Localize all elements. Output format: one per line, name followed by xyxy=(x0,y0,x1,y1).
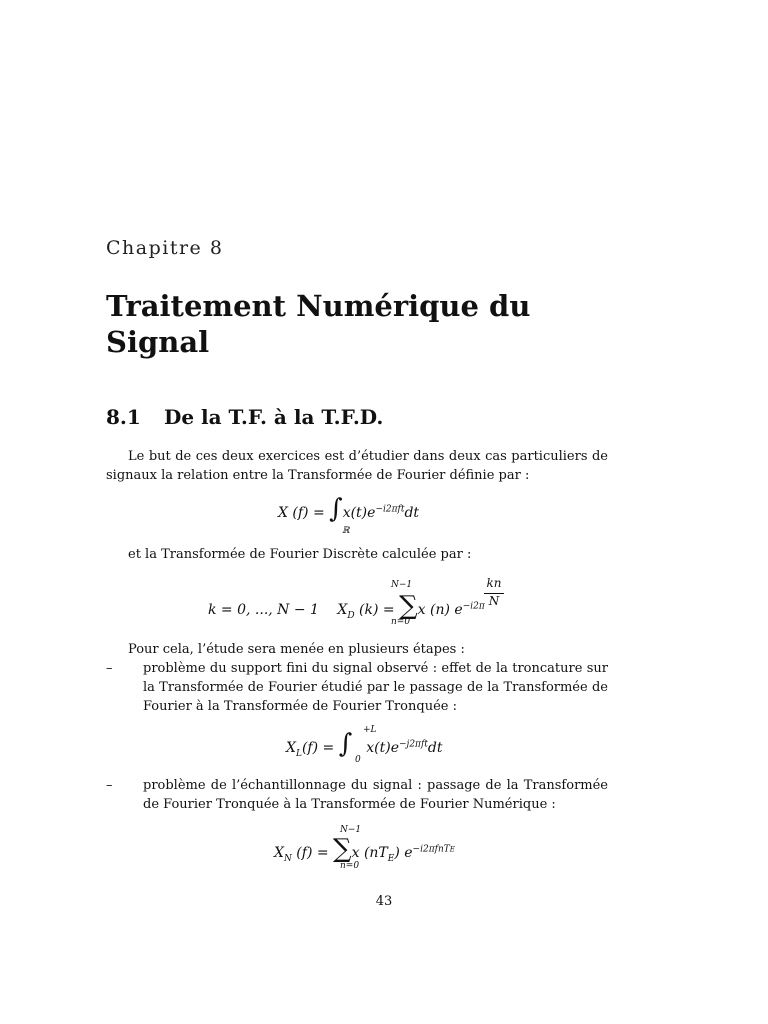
eq-tft-upper-limit: +L xyxy=(363,725,377,735)
eq-tfn-exponent: −i2πfnT xyxy=(412,844,450,855)
eq-tft-lhs-sub: L xyxy=(295,748,302,759)
chapter-label: Chapitre 8 xyxy=(106,237,224,259)
eq-tfn-lhs-rest: (f) = xyxy=(291,845,334,861)
list-item-text: problème de l’échantillonnage du signal : passage de la Transformée de Fourier Tronquée à la Transformée de Fourier Numérique : xyxy=(143,778,608,812)
section-number: 8.1 xyxy=(106,405,141,429)
eq-tf-lhs: X (f) = xyxy=(278,505,330,521)
equation-tf xyxy=(278,494,420,536)
eq-tft-integral: ∫ xyxy=(338,729,353,759)
section-title: De la T.F. à la T.F.D. xyxy=(164,405,384,429)
eq-tfn-lower-limit: n=0 xyxy=(340,861,360,871)
intro-paragraph: Le but de ces deux exercices est d’étudier dans deux cas particuliers de signaux la relation entre la Transformée de Fourier définie par : xyxy=(106,449,608,483)
list-item-dash: – xyxy=(106,778,113,793)
equation-tft xyxy=(286,725,443,765)
eq-tf-lower-limit: ℝ xyxy=(342,526,350,536)
eq-tfd-lhs-sub: D xyxy=(347,610,355,621)
steps-intro-paragraph: Pour cela, l’étude sera menée en plusieurs étapes : xyxy=(128,642,465,657)
eq-tfd-lower-limit: n=0 xyxy=(391,617,411,627)
eq-tfd-upper-limit: N−1 xyxy=(391,580,413,590)
list-item-text: problème du support fini du signal observé : effet de la troncature sur la Transformée de Fourier étudié par le passage de la Transformée de Fourier à la Transformée de Fourier Tronquée : xyxy=(143,661,608,714)
eq-tft-lhs-x: X xyxy=(286,740,296,756)
eq-tfd-frac-num: kn xyxy=(486,576,502,590)
eq-tfn-body: x (nT xyxy=(351,845,388,861)
eq-tfd-sigma: ∑ xyxy=(399,591,418,621)
eq-tfn-body-sub: E xyxy=(387,853,395,864)
list-item xyxy=(106,659,608,716)
eq-tfd-exponent: −i2π xyxy=(462,601,485,612)
eq-tf-dt: dt xyxy=(404,505,420,521)
eq-tft-body: x(t)e xyxy=(366,740,399,756)
eq-tf-body: x(t)e xyxy=(342,505,376,521)
eq-tfd-lhs-x: X xyxy=(337,602,348,618)
eq-tfd-frac-den: N xyxy=(488,594,500,608)
eq-tft-dt: dt xyxy=(427,740,443,756)
eq-tfn-exponent-sub: E xyxy=(449,845,455,854)
eq-tfn-lhs-sub: N xyxy=(283,853,292,864)
eq-tf-integral: ∫ xyxy=(329,494,343,524)
eq-tfd-lhs-rest: (k) = xyxy=(354,602,400,618)
page-number: 43 xyxy=(375,894,393,909)
eq-tfn-body-end: ) e xyxy=(394,845,413,861)
eq-tf-exponent: −i2πft xyxy=(375,504,405,515)
eq-tft-lhs-rest: (f) = xyxy=(301,740,339,756)
equation-tfn xyxy=(274,825,455,871)
list-item xyxy=(106,776,608,814)
eq-tfn-lhs-x: X xyxy=(274,845,284,861)
equation-tfd xyxy=(208,576,502,627)
eq-tfd-range: k = 0, ..., N − 1 xyxy=(208,602,319,618)
section-heading xyxy=(106,405,383,429)
eq-tft-exponent: −j2πft xyxy=(398,739,428,750)
chapter-title: Traitement Numérique du Signal xyxy=(106,289,531,359)
eq-tft-lower-limit: 0 xyxy=(355,755,361,765)
tfd-intro-paragraph: et la Transformée de Fourier Discrète calculée par : xyxy=(128,547,472,562)
eq-tfn-sigma: ∑ xyxy=(333,834,352,864)
list-item-dash: – xyxy=(106,661,113,676)
eq-tfd-body: x (n) e xyxy=(417,602,463,618)
eq-tfn-upper-limit: N−1 xyxy=(340,825,362,835)
